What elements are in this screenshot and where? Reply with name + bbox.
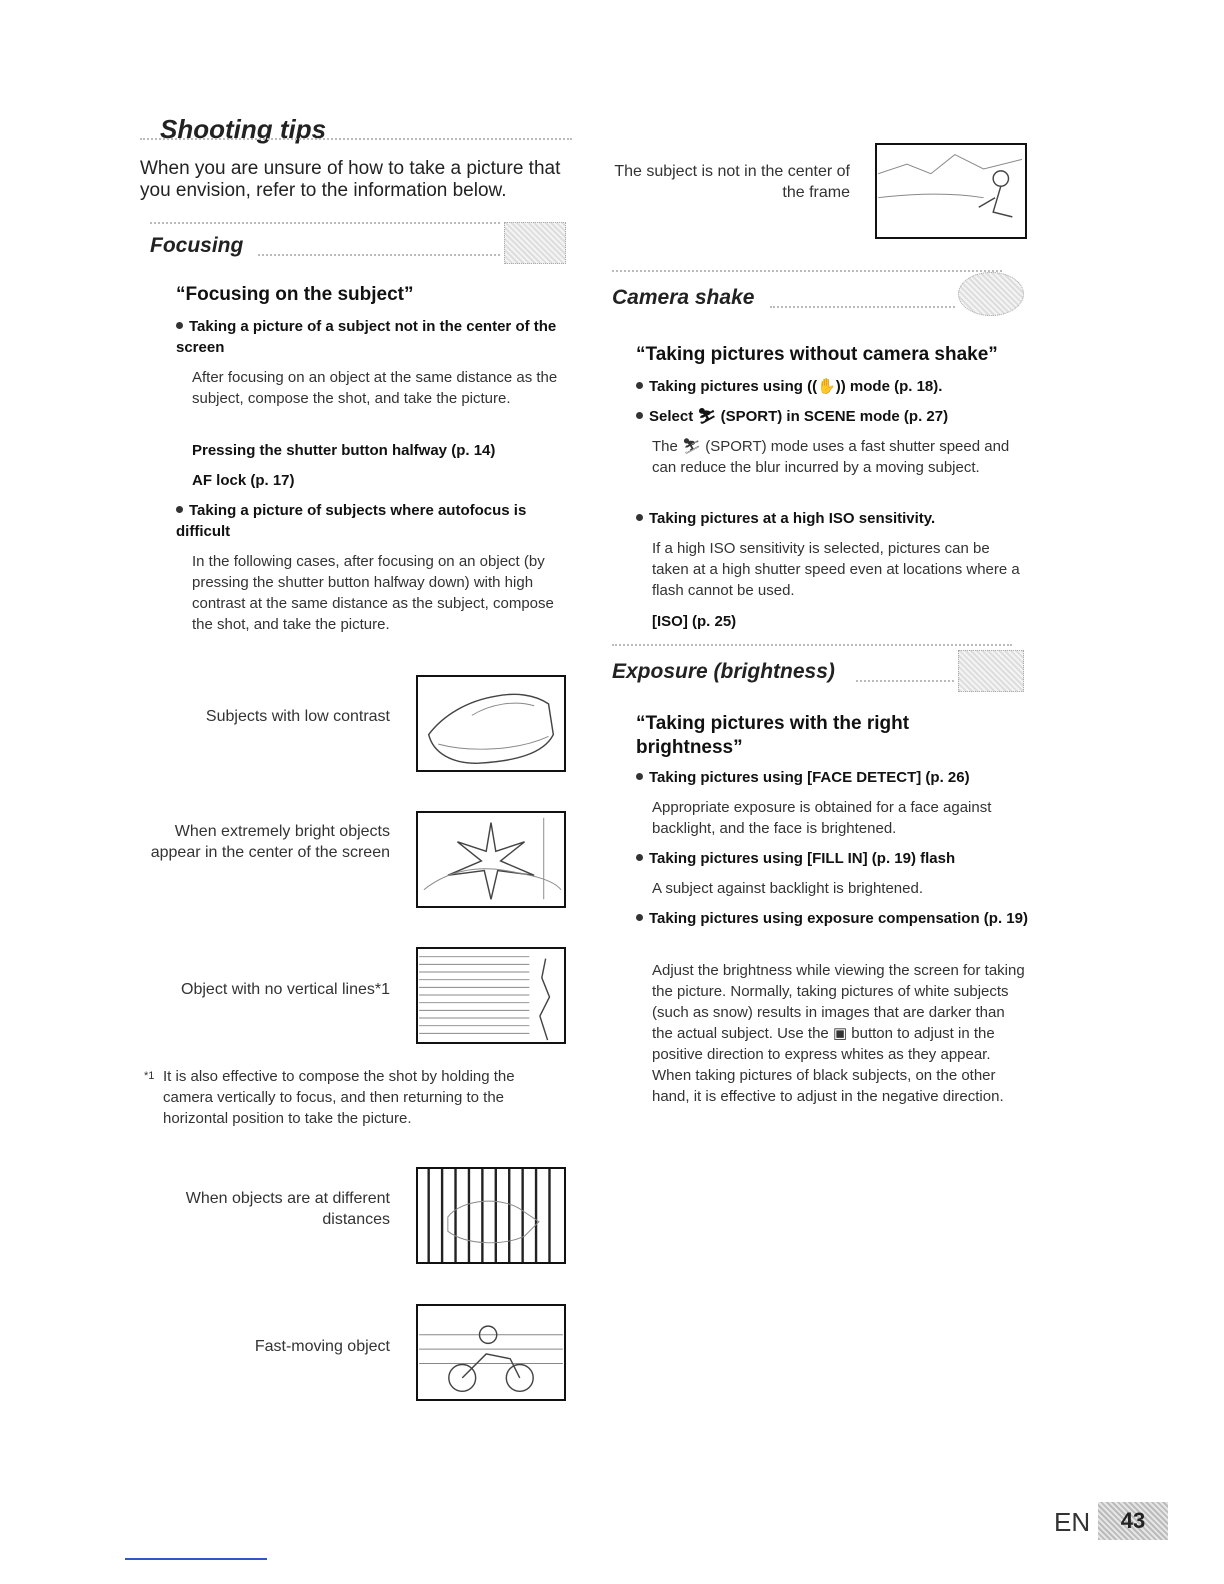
- exposure-icon: [958, 650, 1024, 692]
- case-text: Object with no vertical lines*1: [181, 981, 390, 998]
- bullet-text: Taking pictures using exposure compensation (p. 19): [649, 910, 1028, 927]
- focusing-title-rule: [258, 254, 500, 256]
- shake-bullet-3: [636, 508, 1026, 529]
- shake-bullet-2-body: The ⛷ (SPORT) mode uses a fast shutter speed and can reduce the blur incurred by a moving subject.: [652, 438, 1010, 476]
- bright-car-illustration: [416, 811, 566, 908]
- car-illustration: [416, 675, 566, 772]
- camera-shake-title: Camera shake: [612, 286, 755, 309]
- ref-af-lock: AF lock (p. 17): [192, 472, 295, 489]
- case-fast-label: Fast-moving object: [254, 1338, 390, 1355]
- focusing-bullet-2-body: In the following cases, after focusing on an object (by pressing the shutter button halfway down) with high contrast at the same distance as the subject, compose the shot, and take the picture.: [192, 553, 554, 633]
- exposure-bullet-2: [636, 848, 1026, 869]
- camera-shake-dots: [612, 270, 1002, 272]
- case-no-vertical-label: [140, 979, 390, 1000]
- blinds-illustration: [416, 947, 566, 1044]
- language-label: EN: [1054, 1507, 1091, 1537]
- bullet-text: Taking pictures at a high ISO sensitivity.: [649, 510, 936, 527]
- bullet-dot-icon: [636, 412, 643, 419]
- exposure-dots: [612, 644, 1012, 646]
- motorcycle-illustration: [416, 1304, 566, 1401]
- bullet-dot-icon: [636, 914, 643, 921]
- shake-bullet-3-body: If a high ISO sensitivity is selected, pictures can be taken at a high shutter speed even at locations where a flash cannot be used.: [652, 540, 1020, 599]
- bullet-dot-icon: [636, 382, 643, 389]
- ref-iso: [ISO] (p. 25): [652, 613, 737, 630]
- camera-shake-rule: [770, 306, 955, 308]
- shake-bullet-2: [636, 406, 1026, 427]
- bullet-text: Taking a picture of subjects where autofocus is difficult: [176, 502, 527, 540]
- focusing-title: Focusing: [150, 234, 244, 257]
- bullet-dot-icon: [636, 854, 643, 861]
- shake-bullet-1: [636, 376, 1026, 397]
- bullet-dot-icon: [176, 506, 183, 513]
- page-number: 43: [1098, 1502, 1168, 1540]
- bullet-text: Taking a picture of a subject not in the center of the screen: [176, 318, 557, 356]
- focusing-dots: [150, 222, 500, 224]
- exposure-title: Exposure (brightness): [612, 660, 835, 683]
- footnote-text: It is also effective to compose the shot by holding the camera vertically to focus, and then returning to the horizontal position to take the picture.: [163, 1068, 515, 1127]
- case-low-contrast-label: Subjects with low contrast: [205, 708, 390, 725]
- focus-frame-icon: [504, 222, 566, 264]
- exposure-bullet-2-body: A subject against backlight is brightened.: [652, 880, 924, 897]
- cage-tiger-illustration: [416, 1167, 566, 1264]
- page-title: Shooting tips: [160, 114, 327, 144]
- focusing-bullet-1: [176, 316, 566, 358]
- title-divider: [140, 138, 572, 140]
- exposure-bullet-1-body: Appropriate exposure is obtained for a face against backlight, and the face is brightened.: [652, 799, 992, 837]
- exposure-rule: [856, 680, 954, 682]
- bullet-text: Taking pictures using ((✋)) mode (p. 18).: [649, 378, 943, 395]
- bottom-rule: [125, 1558, 267, 1560]
- case-distances-label: When objects are at different distances: [185, 1190, 390, 1228]
- bullet-text: Taking pictures using [FILL IN] (p. 19) flash: [649, 850, 956, 867]
- focusing-bullet-2: [176, 500, 566, 542]
- not-center-label: The subject is not in the center of the frame: [614, 163, 850, 201]
- lake-person-illustration: [875, 143, 1027, 239]
- bullet-dot-icon: [636, 773, 643, 780]
- case-bright-label: When extremely bright objects appear in the center of the screen: [150, 823, 390, 861]
- focusing-subheading: “Focusing on the subject”: [176, 284, 414, 305]
- bullet-dot-icon: [176, 322, 183, 329]
- bullet-text: Select ⛷ (SPORT) in SCENE mode (p. 27): [649, 408, 949, 425]
- ref-shutter-halfway: Pressing the shutter button halfway (p. 14): [192, 442, 496, 459]
- exposure-subheading: “Taking pictures with the right brightness”: [636, 713, 910, 758]
- exposure-bullet-3-body: Adjust the brightness while viewing the screen for taking the picture. Normally, taking pictures of white subjects (such as snow) results in images that are darker than the actual subject. Use the ▣ button to adjust in the positive direction to express whites as they appear. When taking pictures of black subjects, on the other hand, it is effective to adjust in the negative direction.: [652, 962, 1025, 1105]
- exposure-bullet-1: [636, 767, 1026, 788]
- focusing-bullet-1-body: After focusing on an object at the same distance as the subject, compose the shot, and take the picture.: [192, 369, 558, 407]
- bullet-text: Taking pictures using [FACE DETECT] (p. 26): [649, 769, 970, 786]
- bullet-dot-icon: [636, 514, 643, 521]
- intro-text: When you are unsure of how to take a picture that you envision, refer to the information below.: [140, 158, 561, 201]
- footnote-mark: *1: [144, 1070, 155, 1082]
- exposure-bullet-3: [636, 908, 1028, 929]
- camera-shake-subheading: “Taking pictures without camera shake”: [636, 344, 998, 365]
- shake-hand-icon: [958, 272, 1024, 316]
